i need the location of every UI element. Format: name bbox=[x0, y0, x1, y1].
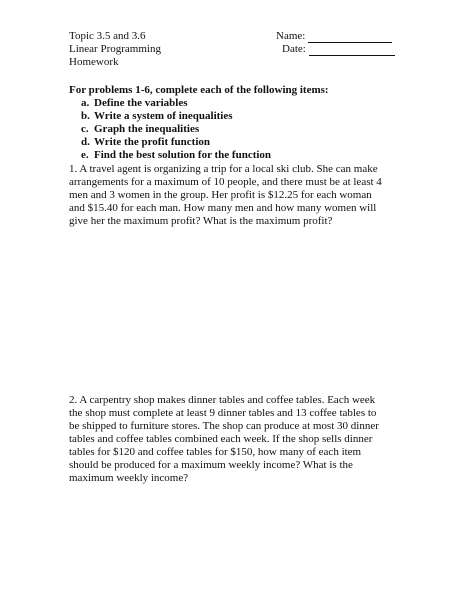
item-text: Graph the inequalities bbox=[94, 123, 200, 135]
name-label: Name: bbox=[276, 30, 306, 42]
instructions bbox=[69, 84, 409, 162]
item-letter: d. bbox=[81, 136, 90, 148]
problem-2 bbox=[69, 394, 389, 485]
assignment-type: Homework bbox=[69, 56, 119, 68]
list-item bbox=[81, 110, 409, 123]
date-label: Date: bbox=[282, 43, 306, 55]
item-text: Find the best solution for the function bbox=[94, 149, 272, 161]
problem-1 bbox=[69, 163, 389, 228]
problem-1-text: 1. A travel agent is organizing a trip for a local ski club. She can make arrangements for a maximum of 10 people, and there must be at least 4 men and 3 women in the group. Her profit is $12.25 for each woman and $15.40 for each man. How many men and how many women will give her the maximum profit? What is the maximum profit? bbox=[69, 163, 382, 227]
list-item bbox=[81, 123, 409, 136]
name-blank[interactable] bbox=[308, 32, 392, 43]
problem-2-text: 2. A carpentry shop makes dinner tables and coffee tables. Each week the shop must complete at least 9 dinner tables and 13 coffee tables to be shipped to furniture stores. The shop can produce at most 30 dinner tables and coffee tables combined each week. If the shop sells dinner tables for $120 and coffee tables for $150, how many of each item should be produced for a maximum weekly income? What is the maximum weekly income? bbox=[69, 394, 379, 484]
item-text: Write a system of inequalities bbox=[94, 110, 233, 122]
subject-line: Linear Programming bbox=[69, 43, 161, 55]
date-blank[interactable] bbox=[309, 45, 395, 56]
topic-line: Topic 3.5 and 3.6 bbox=[69, 30, 146, 42]
date-row bbox=[276, 43, 416, 56]
item-text: Define the variables bbox=[94, 97, 188, 109]
item-letter: b. bbox=[81, 110, 90, 122]
item-letter: a. bbox=[81, 97, 90, 109]
instructions-list bbox=[69, 97, 409, 162]
student-fields bbox=[276, 30, 416, 56]
item-letter: e. bbox=[81, 149, 89, 161]
list-item bbox=[81, 97, 409, 110]
header-info bbox=[69, 30, 249, 69]
item-letter: c. bbox=[81, 123, 89, 135]
instructions-intro: For problems 1-6, complete each of the following items: bbox=[69, 84, 329, 96]
list-item bbox=[81, 136, 409, 149]
list-item bbox=[81, 149, 409, 162]
item-text: Write the profit function bbox=[94, 136, 210, 148]
name-row bbox=[276, 30, 416, 43]
